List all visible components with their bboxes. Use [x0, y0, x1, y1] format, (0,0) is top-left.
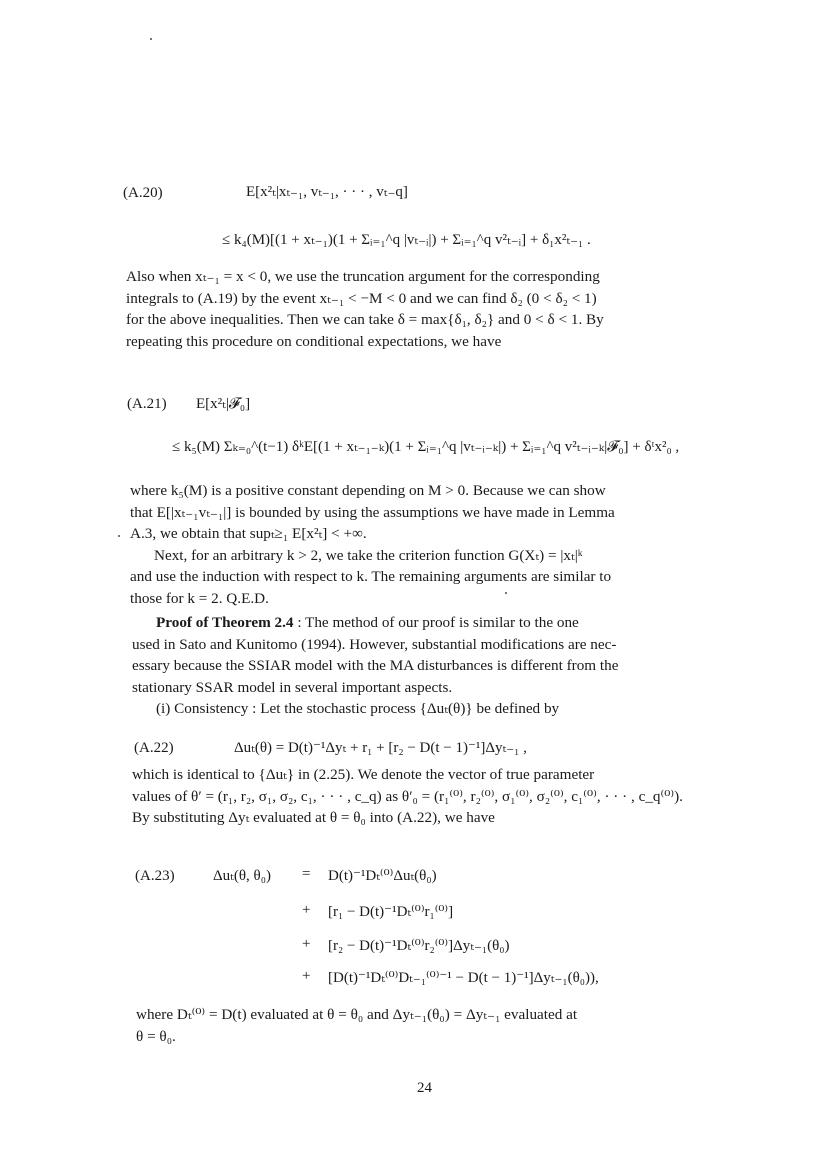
equation-a23-row: [r₂ − D(t)⁻¹Dₜ⁽⁰⁾r₂⁽⁰⁾]Δyₜ₋₁(θ₀): [328, 938, 510, 954]
text-line: those for k = 2. Q.E.D.: [130, 589, 269, 607]
text-line: essary because the SSIAR model with the MA disturbances is different from the: [132, 657, 619, 674]
proof-heading: Proof of Theorem 2.4: [156, 614, 294, 631]
equation-a23-row: [r₁ − D(t)⁻¹Dₜ⁽⁰⁾r₁⁽⁰⁾]: [328, 904, 454, 920]
equation-label-a20: (A.20): [123, 185, 163, 201]
text-line: stationary SSAR model in several important aspects.: [132, 678, 453, 696]
text-line: values of θ′ = (r₁, r₂, σ₁, σ₂, c₁, · · · , c_q) as θ′₀ = (r₁⁽⁰⁾, r₂⁽⁰⁾, σ₁⁽⁰⁾, σ₂⁽⁰⁾, c₁⁽⁰⁾, · · · , c_q⁽⁰⁾).: [132, 787, 683, 805]
text-line: Next, for an arbitrary k > 2, we take the criterion function G(Xₜ) = |xₜ|ᵏ: [154, 546, 583, 564]
equation-label-a23: (A.23): [135, 868, 175, 884]
equation-a20-line1: E[x²ₜ|xₜ₋₁, vₜ₋₁, · · · , vₜ₋q]: [246, 184, 408, 200]
equation-a23-op: +: [302, 968, 311, 984]
text-line: for the above inequalities. Then we can take δ = max{δ₁, δ₂} and 0 < δ < 1. By: [126, 311, 604, 328]
text-line: integrals to (A.19) by the event xₜ₋₁ < −M < 0 and we can find δ₂ (0 < δ₂ < 1): [126, 289, 597, 307]
text-line: (i) Consistency : Let the stochastic process {Δuₜ(θ)} be defined by: [156, 700, 560, 717]
equation-a22: Δuₜ(θ) = D(t)⁻¹Δyₜ + r₁ + [r₂ − D(t − 1)⁻¹]Δyₜ₋₁ ,: [234, 740, 527, 756]
text-line: that E[|xₜ₋₁vₜ₋₁|] is bounded by using the assumptions we have made in Lemma: [130, 503, 615, 521]
text-line: used in Sato and Kunitomo (1994). However, substantial modifications are nec-: [132, 635, 617, 653]
text-line: A.3, we obtain that supₜ≥₁ E[x²ₜ] < +∞.: [130, 525, 367, 542]
equation-a23-op: =: [302, 866, 311, 882]
text-line: where k₅(M) is a positive constant depending on M > 0. Because we can show: [130, 482, 606, 499]
equation-a23-op: +: [302, 936, 311, 952]
text-line: Proof of Theorem 2.4 : The method of our proof is similar to the one: [156, 614, 579, 631]
equation-label-a22: (A.22): [134, 740, 174, 756]
text-line: where Dₜ⁽⁰⁾ = D(t) evaluated at θ = θ₀ and Δyₜ₋₁(θ₀) = Δyₜ₋₁ evaluated at: [136, 1006, 578, 1023]
paragraph-where: [136, 1004, 710, 1047]
equation-a23-lhs: Δuₜ(θ, θ₀): [213, 868, 271, 884]
text-line: θ = θ₀.: [136, 1027, 176, 1045]
paragraph-truncation: [126, 266, 701, 352]
paragraph-proof: [132, 612, 704, 720]
text-line: repeating this procedure on conditional expectations, we have: [126, 332, 502, 350]
paragraph-true-parameters: [132, 764, 707, 829]
equation-a23-row: [D(t)⁻¹Dₜ⁽⁰⁾Dₜ₋₁⁽⁰⁾⁻¹ − D(t − 1)⁻¹]Δyₜ₋₁(θ₀)),: [328, 970, 599, 986]
equation-label-a21: (A.21): [127, 396, 167, 412]
page-number: 24: [417, 1080, 432, 1096]
equation-a20-line2: ≤ k₄(M)[(1 + xₜ₋₁)(1 + Σᵢ₌₁^q |vₜ₋ᵢ|) + Σᵢ₌₁^q v²ₜ₋ᵢ] + δ₁x²ₜ₋₁ .: [222, 232, 591, 248]
equation-a21-line2: ≤ k₅(M) Σₖ₌₀^(t−1) δᵏE[(1 + xₜ₋₁₋ₖ)(1 + Σᵢ₌₁^q |vₜ₋ᵢ₋ₖ|) + Σᵢ₌₁^q v²ₜ₋ᵢ₋ₖ|𝓕₀] + δᵗx²₀ ,: [172, 439, 680, 455]
scan-speck: [150, 38, 152, 40]
text-line: By substituting Δyₜ evaluated at θ = θ₀ into (A.22), we have: [132, 809, 495, 826]
paragraph-constant: [130, 480, 702, 609]
text-line: which is identical to {Δuₜ} in (2.25). We denote the vector of true parameter: [132, 766, 595, 783]
equation-a23-row: D(t)⁻¹Dₜ⁽⁰⁾Δuₜ(θ₀): [328, 868, 437, 884]
text-line: and use the induction with respect to k. The remaining arguments are similar to: [130, 568, 612, 585]
equation-a21-line1: E[x²ₜ|𝓕₀]: [196, 396, 251, 412]
equation-a23-op: +: [302, 902, 311, 918]
text-line: Also when xₜ₋₁ = x < 0, we use the truncation argument for the corresponding: [126, 268, 600, 285]
scan-speck: [118, 535, 120, 537]
